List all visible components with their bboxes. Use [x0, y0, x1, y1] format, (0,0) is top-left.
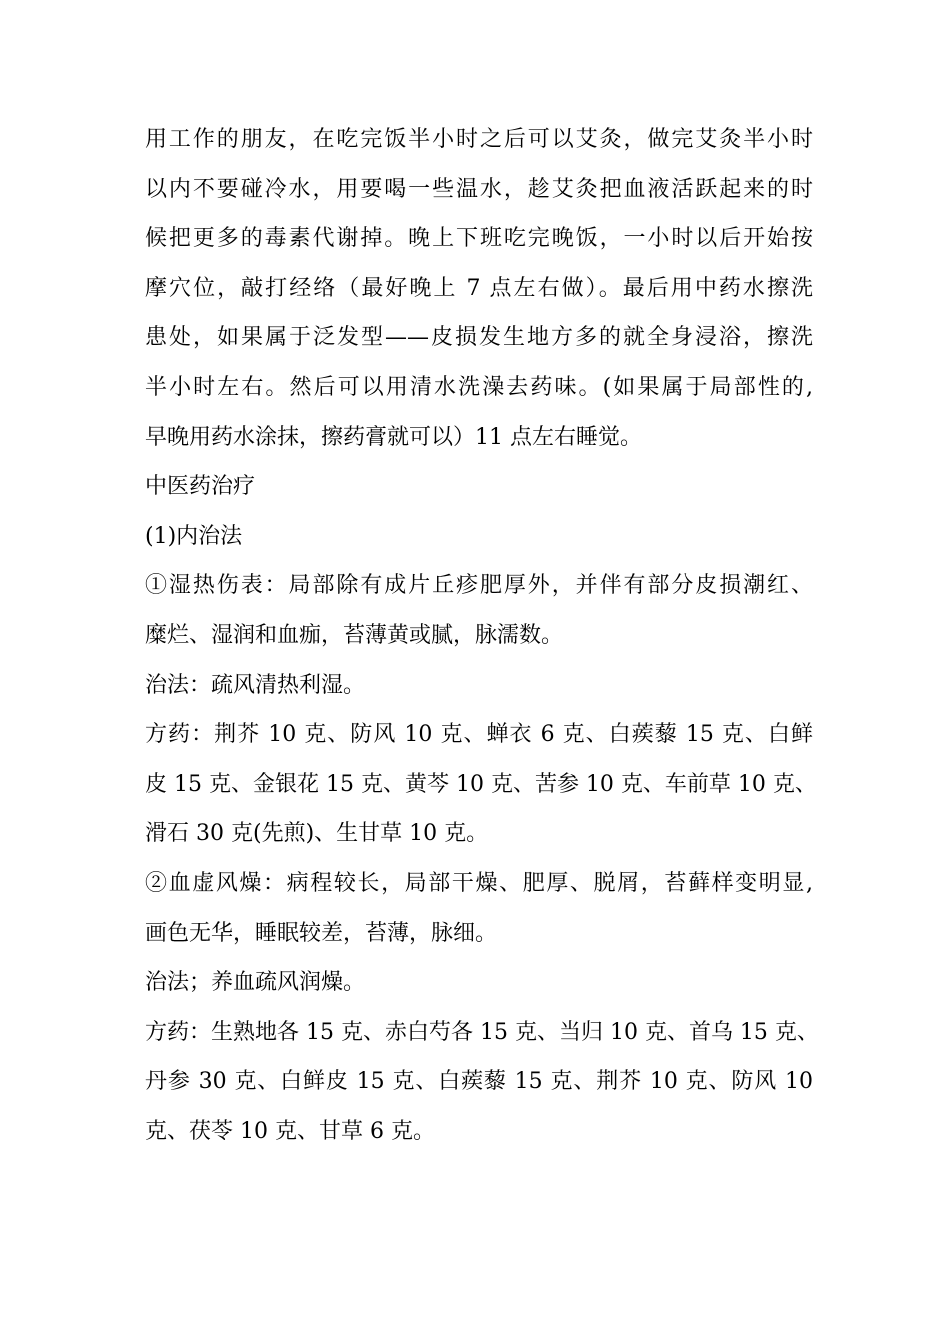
- prescription-line: 滑石 30 克(先煎)、生甘草 10 克。: [145, 821, 489, 847]
- document-body: [145, 115, 819, 1156]
- prescription-line: 丹参 30 克、白鲜皮 15 克、白蒺藜 15 克、荆芥 10 克、防风 10: [145, 1069, 813, 1095]
- subsection-heading: (1)内治法: [145, 523, 243, 549]
- prescription-line: 皮 15 克、金银花 15 克、黄芩 10 克、苦参 10 克、车前草 10 克、: [145, 771, 817, 797]
- section-heading: 中医药治疗: [145, 474, 256, 500]
- body-text-line: ②血虚风燥：病程较长，局部干燥、肥厚、脱屑，苔藓样变明显,: [145, 870, 813, 896]
- body-text-line: 早晚用药水涂抹，擦药膏就可以）11 点左右睡觉。: [145, 424, 642, 450]
- body-text-line: 画色无华，睡眠较差，苔薄，脉细。: [145, 920, 498, 946]
- body-text-line: 半小时左右。然后可以用清水洗澡去药味。(如果属于局部性的,: [145, 374, 813, 400]
- body-text-line: 候把更多的毒素代谢掉。晚上下班吃完晚饭，一小时以后开始按: [145, 226, 813, 252]
- prescription-line: 方药：生熟地各 15 克、赤白芍各 15 克、当归 10 克、首乌 15 克、: [145, 1019, 819, 1045]
- prescription-line: 克、茯苓 10 克、甘草 6 克。: [145, 1118, 435, 1144]
- treatment-method-line: 治法；养血疏风润燥。: [145, 970, 366, 996]
- body-text-line: ①湿热伤表：局部除有成片丘疹肥厚外，并伴有部分皮损潮红、: [145, 573, 813, 599]
- treatment-method-line: 治法：疏风清热利湿。: [145, 672, 366, 698]
- prescription-line: 方药：荆芥 10 克、防风 10 克、蝉衣 6 克、白蒺藜 15 克、白鲜: [145, 722, 813, 748]
- body-text-line: 糜烂、湿润和血痂，苔薄黄或腻，脉濡数。: [145, 622, 564, 648]
- body-text-line: 以内不要碰冷水，用要喝一些温水，趁艾灸把血液活跃起来的时: [145, 176, 813, 202]
- body-text-line: 用工作的朋友，在吃完饭半小时之后可以艾灸，做完艾灸半小时: [145, 127, 813, 152]
- body-text-line: 患处，如果属于泛发型——皮损发生地方多的就全身浸浴，擦洗: [145, 325, 813, 351]
- body-text-line: 摩穴位，敲打经络（最好晚上 7 点左右做）。最后用中药水擦洗: [145, 275, 813, 301]
